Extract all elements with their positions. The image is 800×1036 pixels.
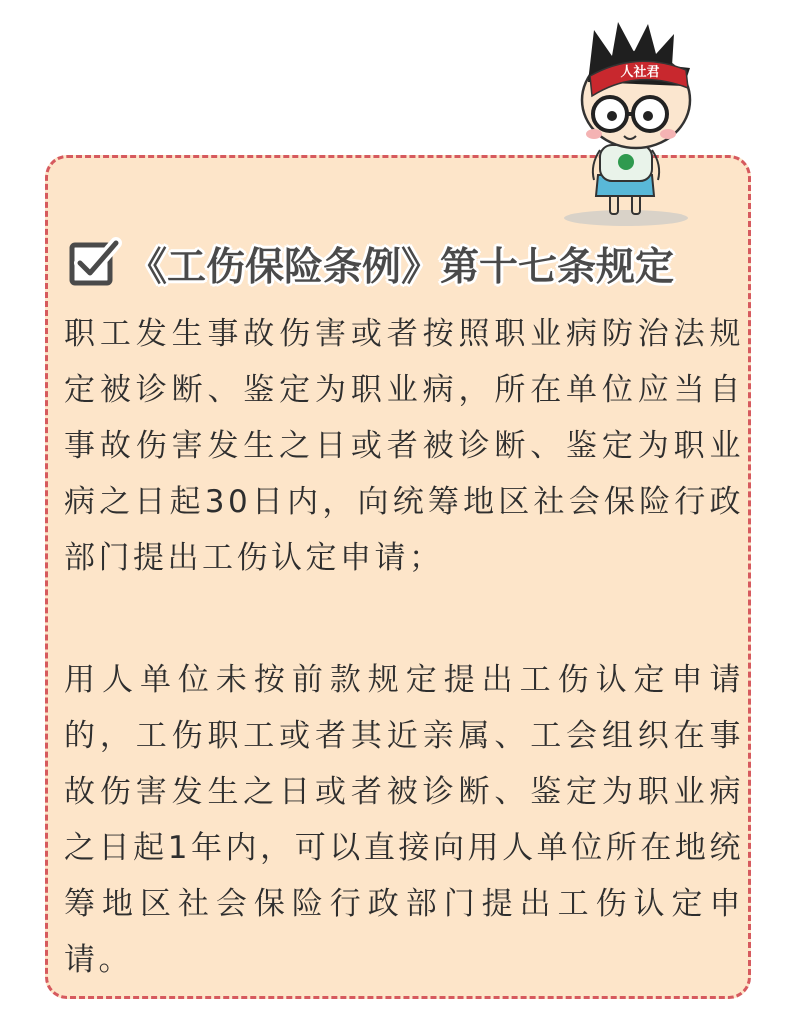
- paragraph-1: 职工发生事故伤害或者按照职业病防治法规定被诊断、鉴定为职业病，所在单位应当自事故伤害发生之日或者被诊断、鉴定为职业病之日起30日内，向统筹地区社会保险行政部门提出工伤认定申请；: [64, 316, 744, 576]
- section-heading: [66, 232, 726, 296]
- paragraph-2: 用人单位未按前款规定提出工伤认定申请的，工伤职工或者其近亲属、工会组织在事故伤害发生之日或者被诊断、鉴定为职业病之日起1年内，可以直接向用人单位所在地统筹地区社会保险行政部门提出工伤认定申请。: [64, 662, 744, 978]
- mascot-illustration: [548, 10, 718, 230]
- checkbox-check-icon: [66, 235, 124, 293]
- heading-title: 《工伤保险条例》第十七条规定: [128, 245, 675, 290]
- mascot-headband-text: 人社君: [620, 65, 660, 80]
